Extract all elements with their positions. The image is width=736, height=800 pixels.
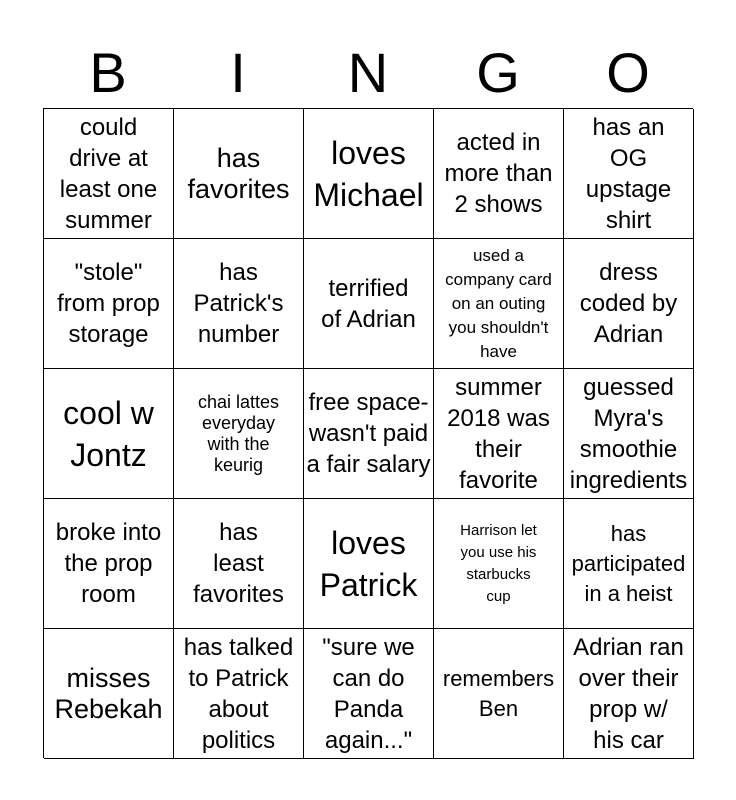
cell-text: loves Michael xyxy=(313,134,424,213)
cell-text: has talked to Patrick about politics xyxy=(183,633,294,754)
cell-text: has favorites xyxy=(187,142,290,204)
bingo-cell[interactable] xyxy=(44,629,174,759)
cell-text: has an OG upstage shirt xyxy=(585,113,672,234)
cell-text: terrified of Adrian xyxy=(321,274,416,333)
header-letter-b: B xyxy=(89,41,127,104)
cell-text: acted in more than 2 shows xyxy=(444,129,553,218)
cell-text: cool w Jontz xyxy=(63,394,154,473)
bingo-cell[interactable] xyxy=(174,239,304,369)
bingo-cell[interactable] xyxy=(44,369,174,499)
bingo-cell[interactable] xyxy=(434,499,564,629)
bingo-cell[interactable] xyxy=(44,239,174,369)
bingo-cell[interactable] xyxy=(434,369,564,499)
cell-text: has least favorites xyxy=(193,519,284,608)
cell-text: chai lattes everyday with the keurig xyxy=(197,391,280,475)
cell-text: "stole" from prop storage xyxy=(57,259,160,348)
header-letter-g: G xyxy=(476,41,520,104)
cell-text: dress coded by Adrian xyxy=(579,259,678,348)
cell-text: has participated in a heist xyxy=(571,520,686,606)
bingo-board xyxy=(43,108,693,758)
cell-text: free space- wasn't paid a fair salary xyxy=(306,389,431,478)
cell-text: misses Rebekah xyxy=(54,662,163,724)
cell-text: has Patrick's number xyxy=(193,259,284,348)
cell-text: loves Patrick xyxy=(319,524,418,603)
cell-text: Harrison let you use his starbucks cup xyxy=(460,521,537,605)
bingo-cell[interactable] xyxy=(564,369,694,499)
header-letter-i: I xyxy=(230,41,246,104)
bingo-cell[interactable] xyxy=(564,499,694,629)
bingo-cell[interactable] xyxy=(304,629,434,759)
bingo-cell[interactable] xyxy=(304,499,434,629)
cell-text: Adrian ran over their prop w/ his car xyxy=(573,633,684,754)
bingo-cell[interactable] xyxy=(564,239,694,369)
cell-text: summer 2018 was their favorite xyxy=(447,373,550,494)
bingo-cell[interactable] xyxy=(174,499,304,629)
bingo-cell[interactable] xyxy=(174,629,304,759)
bingo-cell[interactable] xyxy=(564,109,694,239)
cell-text: guessed Myra's smoothie ingredients xyxy=(569,373,688,494)
header-letter-o: O xyxy=(606,41,650,104)
bingo-cell[interactable] xyxy=(434,109,564,239)
bingo-cell[interactable] xyxy=(304,239,434,369)
bingo-cell[interactable] xyxy=(434,629,564,759)
cell-text: could drive at least one summer xyxy=(59,113,158,234)
cell-text: used a company card on an outing you shouldn't have xyxy=(445,245,552,361)
header-letter-n: N xyxy=(347,41,389,104)
bingo-cell[interactable] xyxy=(44,109,174,239)
cell-text: "sure we can do Panda again..." xyxy=(322,633,415,754)
bingo-cell[interactable] xyxy=(44,499,174,629)
cell-text: remembers Ben xyxy=(442,665,555,721)
bingo-header xyxy=(43,40,693,106)
bingo-cell[interactable] xyxy=(174,109,304,239)
bingo-cell[interactable] xyxy=(174,369,304,499)
bingo-cell[interactable] xyxy=(304,109,434,239)
bingo-cell[interactable] xyxy=(434,239,564,369)
free-space-cell[interactable] xyxy=(304,369,434,499)
cell-text: broke into the prop room xyxy=(55,519,162,608)
bingo-cell[interactable] xyxy=(564,629,694,759)
